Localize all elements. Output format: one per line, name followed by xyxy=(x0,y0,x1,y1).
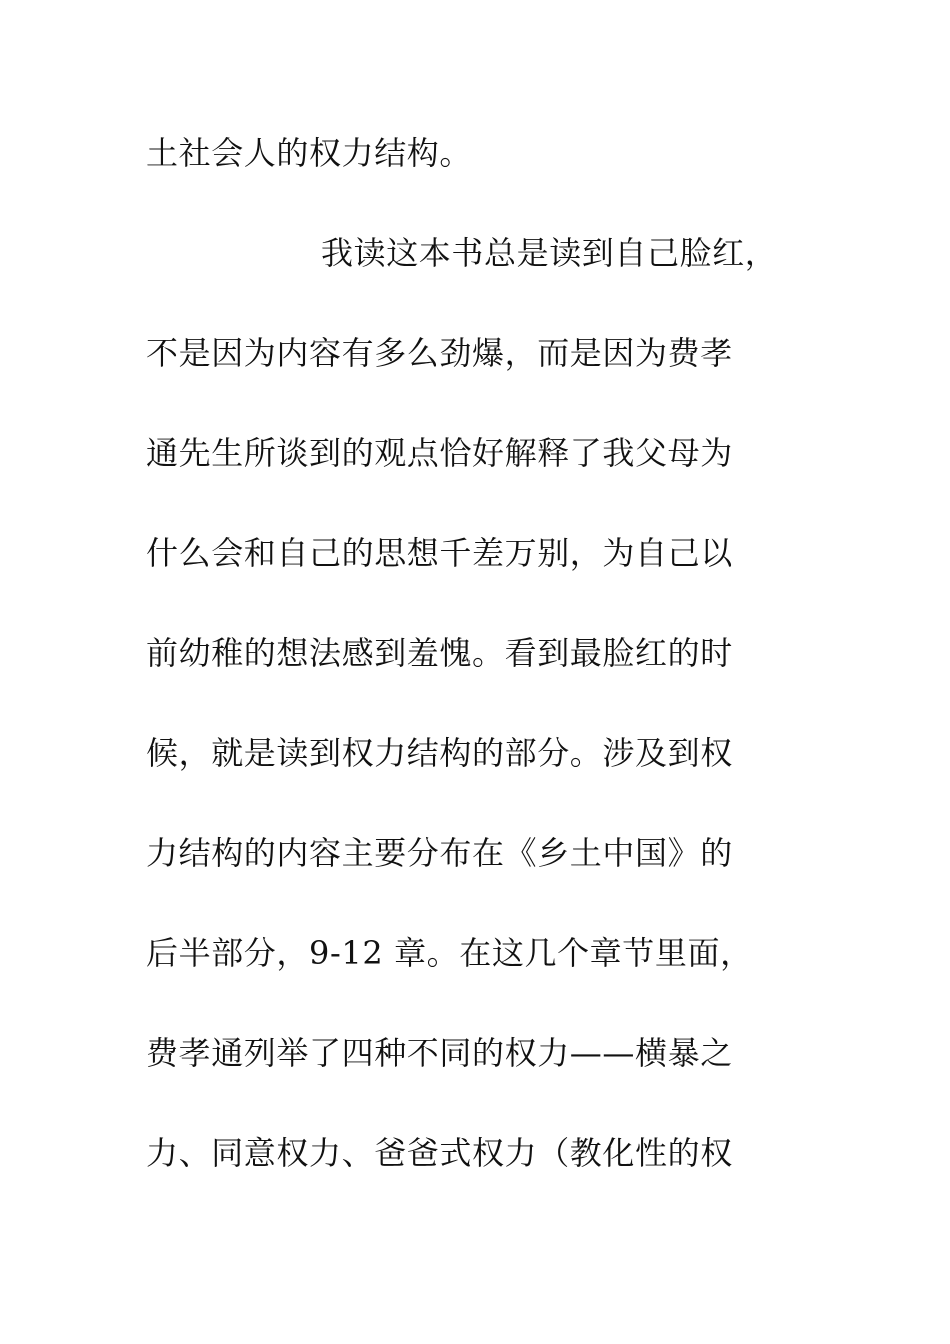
body-text xyxy=(146,128,786,1228)
text-line: 什么会和自己的思想千差万别，为自己以 xyxy=(146,534,733,572)
text-line: 前幼稚的想法感到羞愧。看到最脸红的时 xyxy=(146,634,733,672)
text-line: 候，就是读到权力结构的部分。涉及到权 xyxy=(146,734,733,772)
text-line: 费孝通列举了四种不同的权力——横暴之 xyxy=(146,1034,733,1072)
text-line: 通先生所谈到的观点恰好解释了我父母为 xyxy=(146,434,733,472)
text-line: 力、同意权力、爸爸式权力（教化性的权 xyxy=(146,1134,733,1172)
text-line: 后半部分，9-12 章。在这几个章节里面， xyxy=(146,934,753,972)
text-line: 不是因为内容有多么劲爆，而是因为费孝 xyxy=(146,334,733,372)
paragraph-first-line: 我读这本书总是读到自己脸红， xyxy=(321,234,778,272)
text-line: 土社会人的权力结构。 xyxy=(146,134,473,172)
text-line: 力结构的内容主要分布在《乡土中国》的 xyxy=(146,834,733,872)
